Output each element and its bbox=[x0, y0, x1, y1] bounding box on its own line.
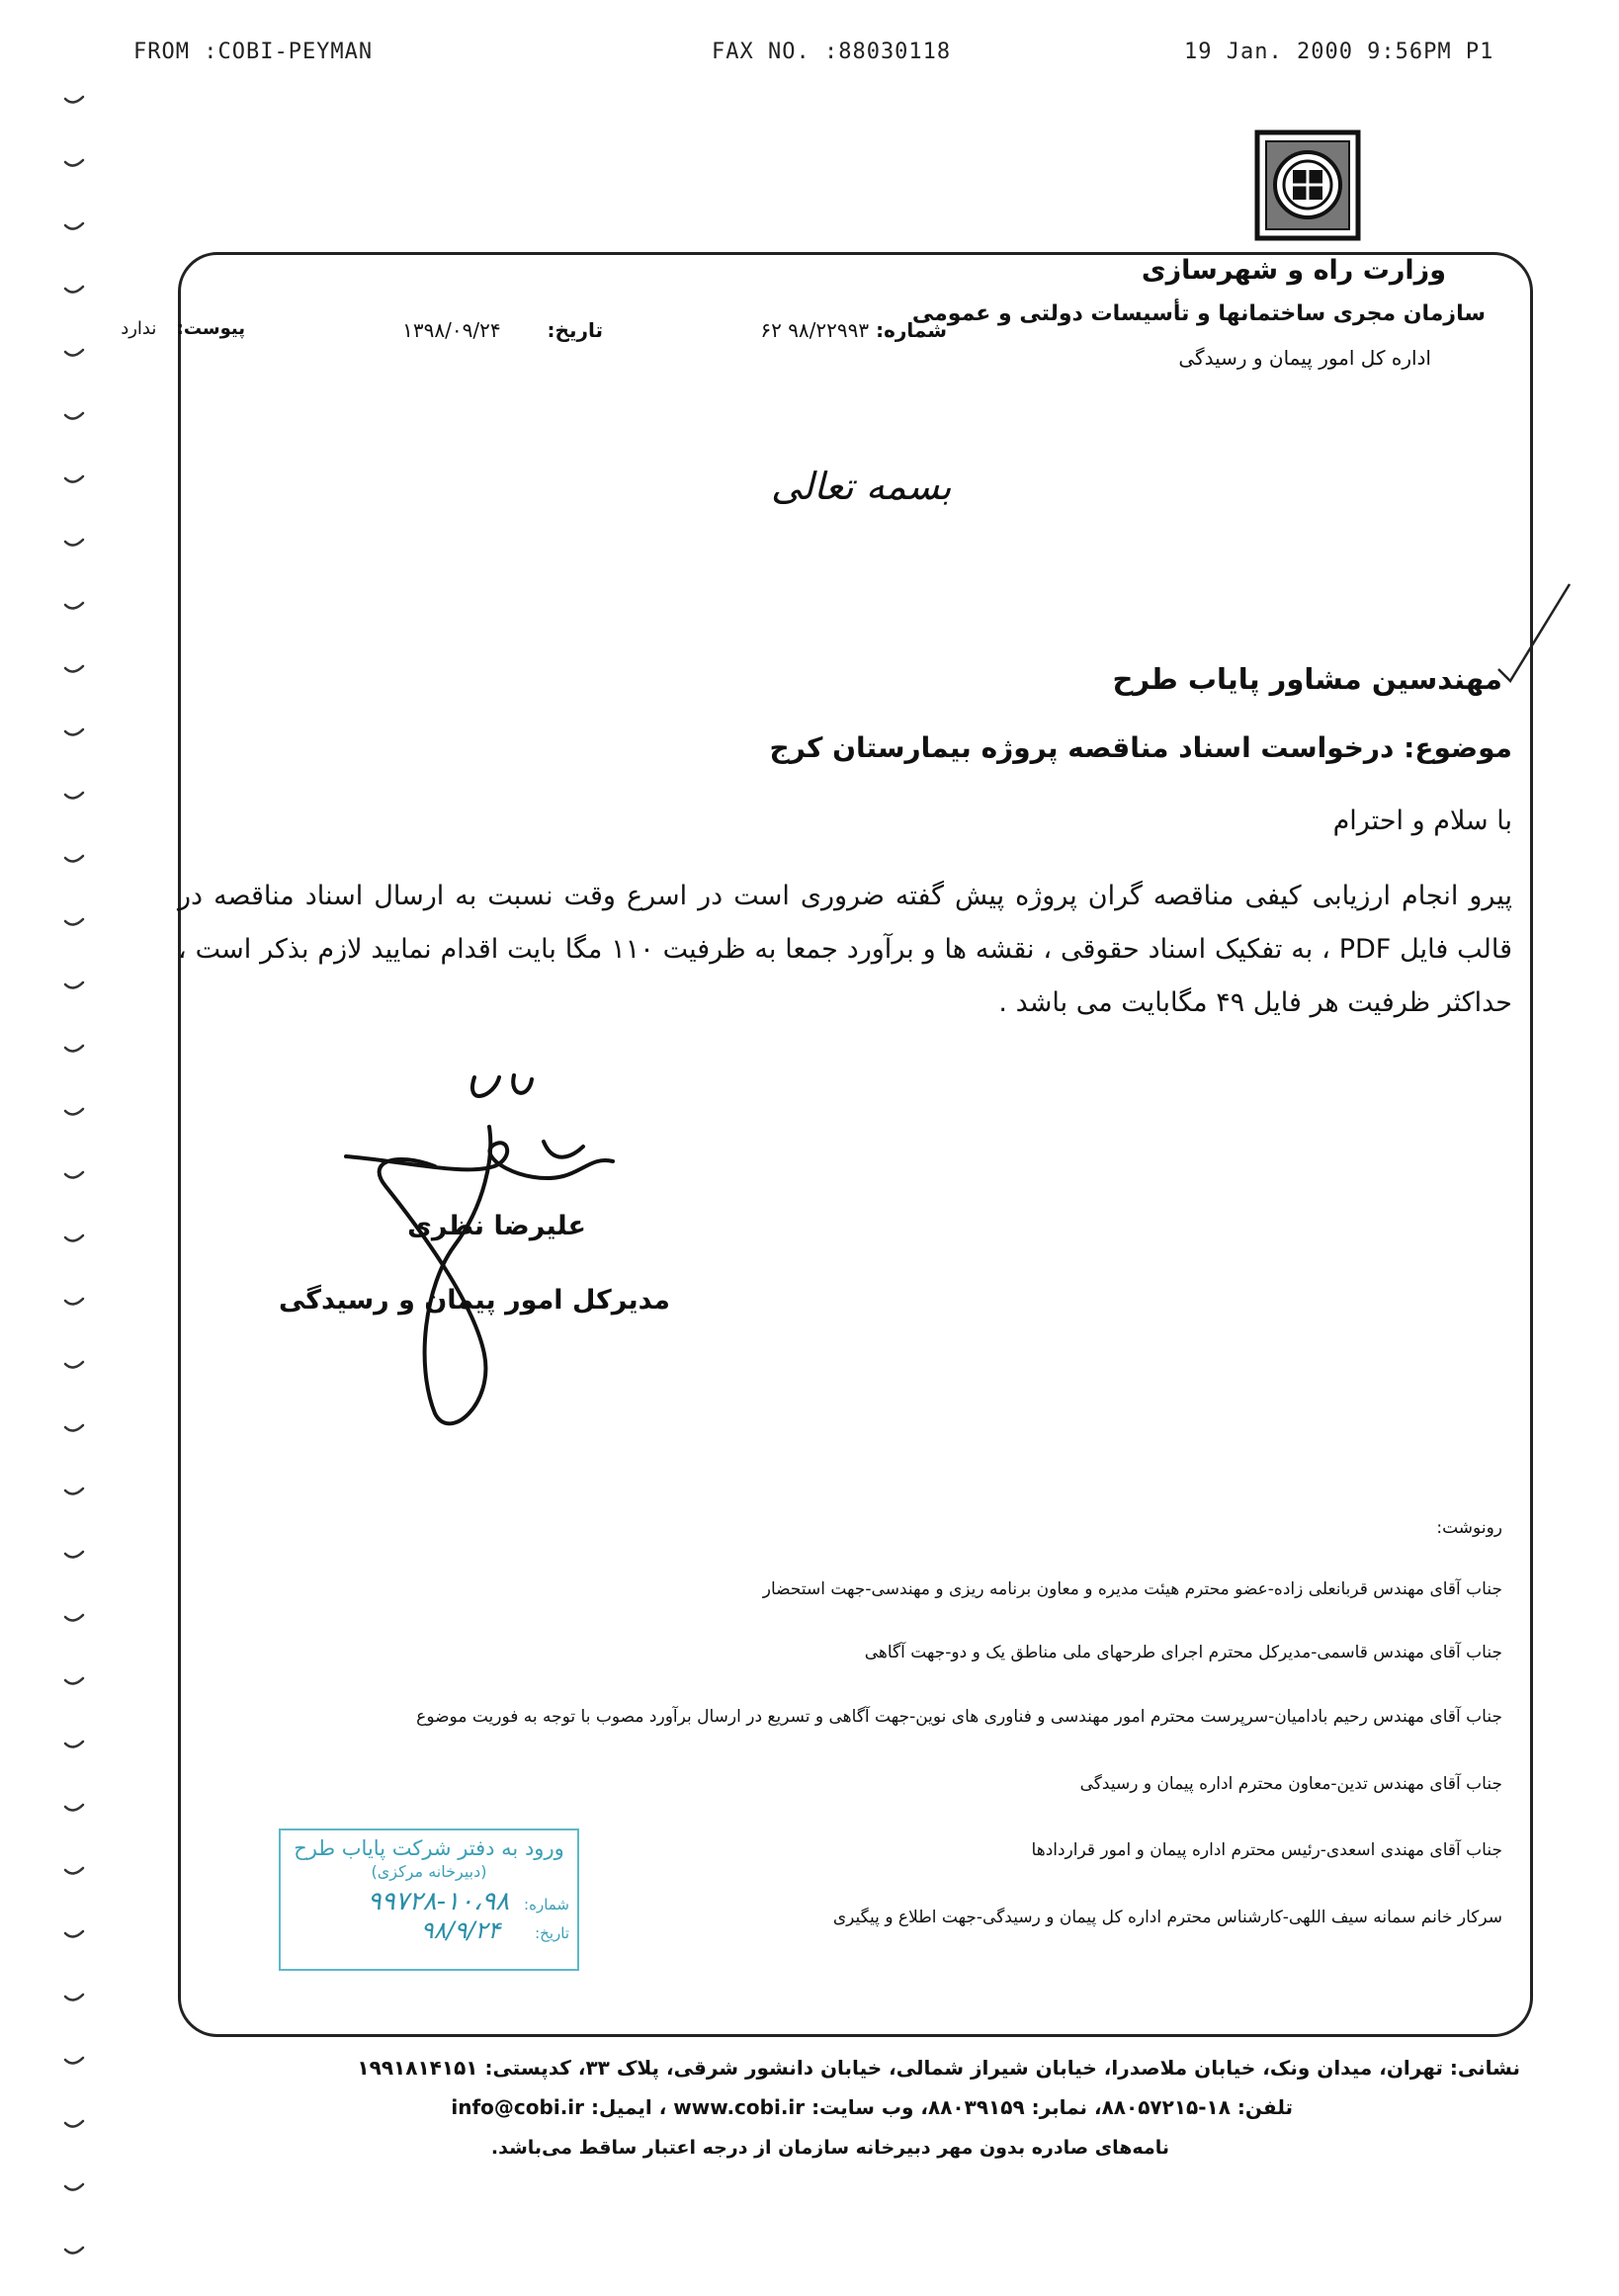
stamp-number-value: ۱۰،۹۸-۹۹۷۲۸ bbox=[367, 1887, 510, 1916]
cc-item: سرکار خانم سمانه سیف اللهی-کارشناس محترم اداره کل پیمان و رسیدگی-جهت اطلاع و پیگیری bbox=[832, 1908, 1502, 1927]
margin-mark bbox=[65, 1742, 83, 1747]
attachment-label: پیوست: bbox=[176, 318, 245, 339]
recipient: مهندسین مشاور پایاب طرح bbox=[1112, 662, 1502, 696]
stamp-title: ورود به دفتر شرکت پایاب طرح bbox=[294, 1836, 564, 1860]
fax-number: FAX NO. :88030118 bbox=[712, 40, 952, 64]
letter-number bbox=[760, 318, 947, 342]
ministry-logo bbox=[1253, 128, 1362, 242]
organization-name: سازمان مجری ساختمانها و تأسیسات دولتی و عمومی bbox=[911, 301, 1486, 326]
footer-address: نشانی: تهران، میدان ونک، خیابان ملاصدرا، خیابان شیراز شمالی، خیابان دانشور شرقی، پلاک ۳۳، کدپستی: ۱۹۹۱۸۱۴۱۵۱ bbox=[357, 2056, 1520, 2080]
stamp-date-value: ۹۸/۹/۲۴ bbox=[420, 1916, 501, 1944]
margin-mark bbox=[65, 1046, 83, 1052]
margin-mark bbox=[65, 793, 83, 799]
opening-invocation: بسمه تعالی bbox=[771, 465, 952, 508]
margin-mark bbox=[65, 1995, 83, 2000]
margin-mark bbox=[65, 223, 83, 229]
subject: موضوع: درخواست اسناد مناقصه پروژه بیمارستان کرج bbox=[769, 731, 1512, 764]
margin-mark bbox=[65, 856, 83, 862]
number-value: ۹۸/۲۲۹۹۳ ۶۲ bbox=[760, 318, 870, 342]
margin-mark bbox=[65, 1552, 83, 1558]
stamp-subtitle: (دبیرخانه مرکزی) bbox=[371, 1862, 487, 1881]
handwritten-signature bbox=[326, 1067, 642, 1433]
cc-item: جناب آقای مهندی اسعدی-رئیس محترم اداره پیمان و امور قراردادها bbox=[1031, 1840, 1502, 1860]
margin-mark bbox=[65, 1931, 83, 1937]
margin-mark bbox=[65, 2248, 83, 2253]
greeting: با سلام و احترام bbox=[1332, 806, 1512, 836]
margin-mark bbox=[65, 476, 83, 482]
date-label: تاریخ: bbox=[547, 318, 603, 342]
margin-mark bbox=[65, 2058, 83, 2064]
fax-margin-marks bbox=[61, 89, 101, 2283]
stamp-date-label: تاریخ: bbox=[535, 1924, 569, 1942]
margin-mark bbox=[65, 413, 83, 419]
margin-mark bbox=[65, 160, 83, 166]
margin-mark bbox=[65, 1425, 83, 1431]
cc-label: رونوشت: bbox=[1436, 1518, 1502, 1538]
department-name: اداره کل امور پیمان و رسیدگی bbox=[1178, 346, 1431, 370]
fax-sender: FROM :COBI-PEYMAN bbox=[133, 40, 374, 64]
margin-mark bbox=[65, 1678, 83, 1684]
cc-item: جناب آقای مهندس تدین-معاون محترم اداره پیمان و رسیدگی bbox=[1079, 1774, 1502, 1794]
margin-mark bbox=[65, 603, 83, 609]
letter-date bbox=[402, 318, 603, 342]
cc-item: جناب آقای مهندس رحیم بادامیان-سرپرست محترم امور مهندسی و فناوری های نوین-جهت آگاهی و تسریع در ارسال برآورد مصوب با توجه به فوریت موضوع bbox=[416, 1707, 1502, 1727]
number-label: شماره: bbox=[876, 318, 947, 342]
margin-mark bbox=[65, 2121, 83, 2127]
margin-mark bbox=[65, 1299, 83, 1305]
margin-mark bbox=[65, 1362, 83, 1368]
received-stamp bbox=[279, 1828, 579, 1971]
margin-mark bbox=[65, 350, 83, 356]
margin-mark bbox=[65, 1805, 83, 1811]
margin-mark bbox=[65, 1868, 83, 1874]
cc-item: جناب آقای مهندس قاسمی-مدیرکل محترم اجرای طرحهای ملی مناطق یک و دو-جهت آگاهی bbox=[864, 1643, 1502, 1662]
margin-mark bbox=[65, 919, 83, 925]
margin-mark bbox=[65, 1109, 83, 1115]
signatory-title: مدیرکل امور پیمان و رسیدگی bbox=[278, 1285, 670, 1316]
attachment-value: ندارد bbox=[121, 318, 157, 339]
stamp-number-label: شماره: bbox=[524, 1896, 569, 1913]
letter-body: پیرو انجام ارزیابی کیفی مناقصه گران پروژه پیش گفته ضروری است در اسرع وقت نسبت به ارسال اسناد مناقصه در قالب فایل PDF ، به تفکیک اسناد حقوقی ، نقشه ها و برآورد جمعا به ظرفیت ۱۱۰ مگا بایت اقدام نمایید لازم بذکر است ، حداکثر ظرفیت هر فایل ۴۹ مگابایت می باشد . bbox=[178, 881, 1512, 1018]
margin-mark bbox=[65, 729, 83, 735]
cc-item: جناب آقای مهندس قربانعلی زاده-عضو محترم هیئت مدیره و معاون برنامه ریزی و مهندسی-جهت استحضار bbox=[762, 1579, 1502, 1599]
margin-mark bbox=[65, 97, 83, 103]
margin-mark bbox=[65, 1172, 83, 1178]
date-value: ۱۳۹۸/۰۹/۲۴ bbox=[402, 318, 501, 342]
margin-mark bbox=[65, 666, 83, 672]
margin-mark bbox=[65, 1235, 83, 1241]
check-mark bbox=[1494, 578, 1574, 687]
ministry-name: وزارت راه و شهرسازی bbox=[1141, 255, 1446, 286]
signatory-name: علیرضا نظری bbox=[407, 1211, 586, 1241]
fax-datetime: 19 Jan. 2000 9:56PM P1 bbox=[1184, 40, 1494, 64]
margin-mark bbox=[65, 540, 83, 546]
footer-contact: تلفن: ۱۸-۸۸۰۵۷۲۱۵، نمابر: ۸۸۰۳۹۱۵۹، وب سایت: www.cobi.ir ، ایمیل: info@cobi.ir bbox=[451, 2095, 1293, 2119]
margin-mark bbox=[65, 287, 83, 293]
margin-mark bbox=[65, 1615, 83, 1621]
margin-mark bbox=[65, 982, 83, 988]
footer-note: نامه‌های صادره بدون مهر دبیرخانه سازمان از درجه اعتبار ساقط می‌باشد. bbox=[490, 2137, 1169, 2159]
stamp-date bbox=[281, 1916, 577, 1944]
stamp-number bbox=[281, 1887, 577, 1916]
letter-attachment bbox=[121, 318, 245, 339]
margin-mark bbox=[65, 1488, 83, 1494]
margin-mark bbox=[65, 2184, 83, 2190]
